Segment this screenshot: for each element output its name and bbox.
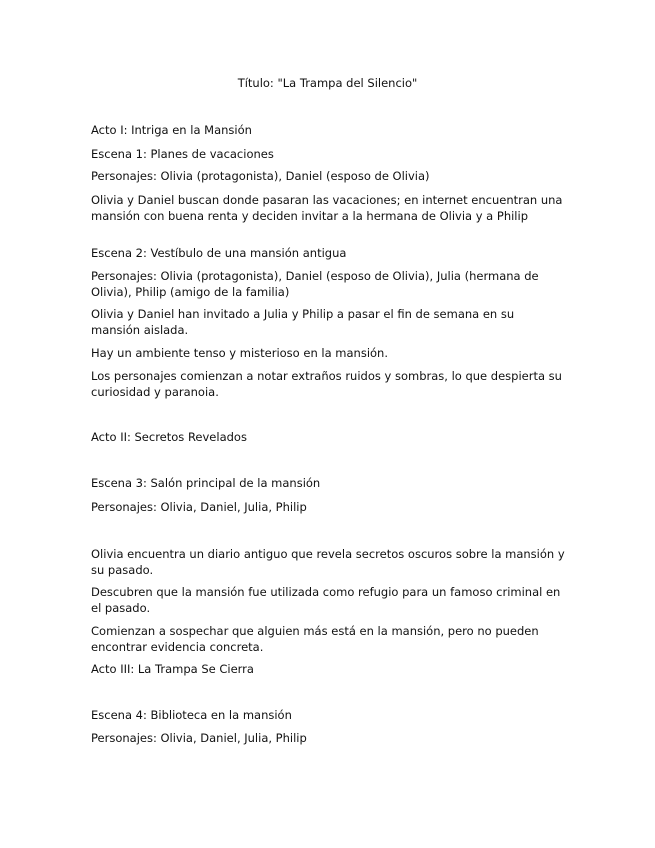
document-title: Título: "La Trampa del Silencio" — [237, 76, 418, 90]
scene-1-description: Olivia y Daniel buscan donde pasaran las vacaciones; en internet encuentran una mansión con buena renta y deciden invitar a la hermana de Olivia y a Philip — [91, 193, 563, 223]
scene-2-heading: Escena 2: Vestíbulo de una mansión antigua — [91, 246, 347, 260]
scene-2-description-2: Hay un ambiente tenso y misterioso en la mansión. — [91, 346, 388, 360]
scene-3-description-2: Descubren que la mansión fue utilizada como refugio para un famoso criminal en el pasado. — [91, 585, 561, 615]
scene-4-characters: Personajes: Olivia, Daniel, Julia, Philip — [91, 731, 307, 745]
scene-2-description-3: Los personajes comienzan a notar extraños ruidos y sombras, lo que despierta su curiosidad y paranoia. — [91, 369, 562, 399]
scene-3-characters: Personajes: Olivia, Daniel, Julia, Philip — [91, 500, 307, 514]
scene-2-description-1: Olivia y Daniel han invitado a Julia y Philip a pasar el fin de semana en su mansión aislada. — [91, 307, 515, 337]
scene-1-characters: Personajes: Olivia (protagonista), Daniel (esposo de Olivia) — [91, 169, 430, 183]
act-2-heading: Acto II: Secretos Revelados — [91, 430, 247, 444]
scene-3-heading: Escena 3: Salón principal de la mansión — [91, 476, 321, 490]
scene-3-description-1: Olivia encuentra un diario antiguo que revela secretos oscuros sobre la mansión y su pasado. — [91, 547, 565, 577]
scene-2-characters: Personajes: Olivia (protagonista), Daniel (esposo de Olivia), Julia (hermana de Olivia), Philip (amigo de la familia) — [91, 269, 539, 299]
scene-3-description-3: Comienzan a sospechar que alguien más está en la mansión, pero no pueden encontrar evidencia concreta. — [91, 624, 539, 654]
act-1-heading: Acto I: Intriga en la Mansión — [91, 123, 252, 137]
scene-1-heading: Escena 1: Planes de vacaciones — [91, 147, 274, 161]
act-3-heading: Acto III: La Trampa Se Cierra — [91, 662, 254, 676]
scene-4-heading: Escena 4: Biblioteca en la mansión — [91, 708, 292, 722]
